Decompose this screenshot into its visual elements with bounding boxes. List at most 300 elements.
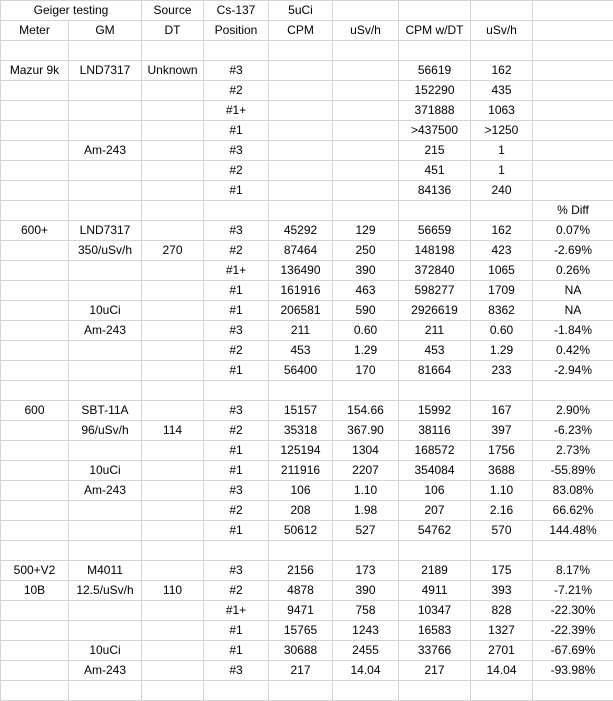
- cell-usvh-dt[interactable]: 1.10: [471, 481, 533, 501]
- cell[interactable]: [471, 1, 533, 21]
- cell-cpm[interactable]: [269, 121, 333, 141]
- cell-dt[interactable]: [142, 341, 204, 361]
- cell-usvh-dt[interactable]: [471, 681, 533, 701]
- cell-gm[interactable]: Am-243: [69, 321, 142, 341]
- cell-usvh-dt[interactable]: >1250: [471, 121, 533, 141]
- cell-cpm-dt[interactable]: [399, 381, 471, 401]
- cell-cpm-dt[interactable]: 10347: [399, 601, 471, 621]
- cell-position[interactable]: #1: [204, 461, 269, 481]
- cell-cpm-dt[interactable]: 38116: [399, 421, 471, 441]
- cell-usvh-dt[interactable]: 175: [471, 561, 533, 581]
- cell-position[interactable]: #2: [204, 341, 269, 361]
- cell-cpm-dt[interactable]: 453: [399, 341, 471, 361]
- cell-gm[interactable]: [69, 281, 142, 301]
- cell-cpm[interactable]: [269, 681, 333, 701]
- cell-usvh-dt[interactable]: 2701: [471, 641, 533, 661]
- cell-position[interactable]: #3: [204, 221, 269, 241]
- cell-meter[interactable]: Mazur 9k: [1, 61, 69, 81]
- cell-usvh[interactable]: 758: [333, 601, 399, 621]
- cell-gm[interactable]: 10uCi: [69, 461, 142, 481]
- cell-position[interactable]: [204, 41, 269, 61]
- cell-cpm-dt[interactable]: 215: [399, 141, 471, 161]
- cell-usvh[interactable]: 2455: [333, 641, 399, 661]
- cell-usvh[interactable]: 0.60: [333, 321, 399, 341]
- cell-position[interactable]: #1: [204, 121, 269, 141]
- cell-diff[interactable]: [533, 181, 613, 201]
- cell-cpm-dt[interactable]: 16583: [399, 621, 471, 641]
- cell-dt[interactable]: [142, 441, 204, 461]
- cell-cpm[interactable]: 211916: [269, 461, 333, 481]
- cell-gm[interactable]: 96/uSv/h: [69, 421, 142, 441]
- cell-cpm-dt[interactable]: [399, 541, 471, 561]
- cell-cpm[interactable]: 125194: [269, 441, 333, 461]
- cell-cpm[interactable]: 2156: [269, 561, 333, 581]
- cell-cpm[interactable]: 30688: [269, 641, 333, 661]
- cell-meter[interactable]: 500+V2: [1, 561, 69, 581]
- cell-usvh-dt[interactable]: 8362: [471, 301, 533, 321]
- cell-position[interactable]: #1: [204, 441, 269, 461]
- cell-gm[interactable]: [69, 181, 142, 201]
- cell-gm[interactable]: [69, 81, 142, 101]
- cell-cpm-dt[interactable]: 217: [399, 661, 471, 681]
- cell-gm[interactable]: [69, 201, 142, 221]
- cell-cpm-dt[interactable]: [399, 201, 471, 221]
- cell-cpm-dt[interactable]: 152290: [399, 81, 471, 101]
- cell-cpm[interactable]: 87464: [269, 241, 333, 261]
- cell-gm[interactable]: [69, 601, 142, 621]
- cell-usvh-dt[interactable]: 14.04: [471, 661, 533, 681]
- cell-usvh[interactable]: 154.66: [333, 401, 399, 421]
- cell-usvh[interactable]: 173: [333, 561, 399, 581]
- cell-usvh[interactable]: 1.29: [333, 341, 399, 361]
- cell-meter[interactable]: [1, 321, 69, 341]
- cell-usvh-dt[interactable]: 1063: [471, 101, 533, 121]
- cell-cpm-dt[interactable]: [399, 681, 471, 701]
- cell-usvh-dt[interactable]: 393: [471, 581, 533, 601]
- cell-dt[interactable]: [142, 401, 204, 421]
- cell-meter[interactable]: [1, 141, 69, 161]
- cell-diff[interactable]: 2.73%: [533, 441, 613, 461]
- cell-dt[interactable]: [142, 561, 204, 581]
- cell-usvh[interactable]: [333, 81, 399, 101]
- cell-gm[interactable]: 10uCi: [69, 641, 142, 661]
- cell-diff[interactable]: -6.23%: [533, 421, 613, 441]
- cell-cpm[interactable]: 453: [269, 341, 333, 361]
- cell-diff[interactable]: [533, 141, 613, 161]
- cell-cpm-dt[interactable]: 354084: [399, 461, 471, 481]
- cell-position[interactable]: #1: [204, 301, 269, 321]
- cell-usvh[interactable]: [333, 381, 399, 401]
- header-gm[interactable]: GM: [69, 21, 142, 41]
- cell-usvh-dt[interactable]: 2.16: [471, 501, 533, 521]
- cell-diff[interactable]: [533, 121, 613, 141]
- cell-meter[interactable]: [1, 81, 69, 101]
- header-dt[interactable]: DT: [142, 21, 204, 41]
- cell-cpm[interactable]: [269, 81, 333, 101]
- cell-usvh[interactable]: 1243: [333, 621, 399, 641]
- cell-usvh[interactable]: 463: [333, 281, 399, 301]
- cell-gm[interactable]: SBT-11A: [69, 401, 142, 421]
- cell-position[interactable]: #3: [204, 321, 269, 341]
- cell-diff[interactable]: 0.42%: [533, 341, 613, 361]
- cell-cpm-dt[interactable]: [399, 41, 471, 61]
- cell-position[interactable]: #1: [204, 361, 269, 381]
- cell-diff[interactable]: % Diff: [533, 201, 613, 221]
- cell-diff[interactable]: -7.21%: [533, 581, 613, 601]
- cell-meter[interactable]: [1, 41, 69, 61]
- cell-position[interactable]: #1+: [204, 101, 269, 121]
- cell-cpm[interactable]: [269, 61, 333, 81]
- cell-cpm[interactable]: 106: [269, 481, 333, 501]
- header-diff[interactable]: [533, 21, 613, 41]
- cell-meter[interactable]: [1, 661, 69, 681]
- cell-meter[interactable]: [1, 101, 69, 121]
- cell-gm[interactable]: [69, 161, 142, 181]
- cell-usvh[interactable]: [333, 121, 399, 141]
- cell-meter[interactable]: [1, 621, 69, 641]
- cell-diff[interactable]: [533, 681, 613, 701]
- cell-position[interactable]: #2: [204, 241, 269, 261]
- cell-usvh-dt[interactable]: 233: [471, 361, 533, 381]
- cell-gm[interactable]: [69, 501, 142, 521]
- cell-gm[interactable]: [69, 341, 142, 361]
- cell-position[interactable]: [204, 681, 269, 701]
- cell-diff[interactable]: [533, 381, 613, 401]
- cell-usvh-dt[interactable]: 240: [471, 181, 533, 201]
- cell-cpm-dt[interactable]: 56619: [399, 61, 471, 81]
- cell-cpm-dt[interactable]: 33766: [399, 641, 471, 661]
- source-isotope[interactable]: Cs-137: [204, 1, 269, 21]
- cell-cpm-dt[interactable]: >437500: [399, 121, 471, 141]
- cell-position[interactable]: #1: [204, 641, 269, 661]
- cell-diff[interactable]: -2.69%: [533, 241, 613, 261]
- cell-meter[interactable]: [1, 241, 69, 261]
- cell-diff[interactable]: -55.89%: [533, 461, 613, 481]
- cell-meter[interactable]: 10B: [1, 581, 69, 601]
- cell-meter[interactable]: [1, 181, 69, 201]
- cell-gm[interactable]: 12.5/uSv/h: [69, 581, 142, 601]
- cell-cpm[interactable]: [269, 541, 333, 561]
- cell-cpm-dt[interactable]: 371888: [399, 101, 471, 121]
- cell-meter[interactable]: [1, 381, 69, 401]
- cell-cpm[interactable]: 208: [269, 501, 333, 521]
- cell-usvh[interactable]: [333, 201, 399, 221]
- cell-position[interactable]: #1+: [204, 261, 269, 281]
- cell-position[interactable]: #1+: [204, 601, 269, 621]
- header-cpm-dt[interactable]: CPM w/DT: [399, 21, 471, 41]
- cell-cpm-dt[interactable]: 148198: [399, 241, 471, 261]
- cell-diff[interactable]: 0.26%: [533, 261, 613, 281]
- cell-meter[interactable]: 600: [1, 401, 69, 421]
- cell-cpm[interactable]: 217: [269, 661, 333, 681]
- cell-cpm[interactable]: 45292: [269, 221, 333, 241]
- cell-cpm[interactable]: 35318: [269, 421, 333, 441]
- cell-gm[interactable]: [69, 441, 142, 461]
- cell-meter[interactable]: [1, 601, 69, 621]
- cell-usvh[interactable]: [333, 181, 399, 201]
- cell-diff[interactable]: 83.08%: [533, 481, 613, 501]
- cell-diff[interactable]: [533, 101, 613, 121]
- cell-dt[interactable]: [142, 141, 204, 161]
- cell[interactable]: [333, 1, 399, 21]
- cell-diff[interactable]: [533, 541, 613, 561]
- cell-usvh-dt[interactable]: 1: [471, 141, 533, 161]
- cell-usvh-dt[interactable]: [471, 201, 533, 221]
- cell-cpm-dt[interactable]: 84136: [399, 181, 471, 201]
- cell-cpm-dt[interactable]: 598277: [399, 281, 471, 301]
- cell-usvh[interactable]: 1304: [333, 441, 399, 461]
- cell-cpm-dt[interactable]: 106: [399, 481, 471, 501]
- cell-diff[interactable]: -22.39%: [533, 621, 613, 641]
- cell-dt[interactable]: [142, 541, 204, 561]
- cell-meter[interactable]: 600+: [1, 221, 69, 241]
- cell-gm[interactable]: 350/uSv/h: [69, 241, 142, 261]
- cell-cpm-dt[interactable]: 4911: [399, 581, 471, 601]
- cell-meter[interactable]: [1, 301, 69, 321]
- cell-dt[interactable]: 114: [142, 421, 204, 441]
- cell-dt[interactable]: [142, 461, 204, 481]
- cell-diff[interactable]: 66.62%: [533, 501, 613, 521]
- cell-cpm[interactable]: 4878: [269, 581, 333, 601]
- cell-position[interactable]: #3: [204, 61, 269, 81]
- cell-gm[interactable]: [69, 261, 142, 281]
- cell-position[interactable]: #2: [204, 581, 269, 601]
- cell-dt[interactable]: [142, 621, 204, 641]
- cell-usvh-dt[interactable]: [471, 541, 533, 561]
- cell-meter[interactable]: [1, 461, 69, 481]
- cell-cpm-dt[interactable]: 54762: [399, 521, 471, 541]
- cell-cpm-dt[interactable]: 81664: [399, 361, 471, 381]
- cell-dt[interactable]: [142, 661, 204, 681]
- cell-diff[interactable]: [533, 41, 613, 61]
- cell-cpm[interactable]: 56400: [269, 361, 333, 381]
- cell-cpm-dt[interactable]: 211: [399, 321, 471, 341]
- cell-usvh-dt[interactable]: 1.29: [471, 341, 533, 361]
- cell-cpm[interactable]: [269, 141, 333, 161]
- cell-dt[interactable]: [142, 41, 204, 61]
- cell-position[interactable]: #1: [204, 521, 269, 541]
- cell-usvh-dt[interactable]: 0.60: [471, 321, 533, 341]
- cell-dt[interactable]: [142, 521, 204, 541]
- cell-dt[interactable]: [142, 601, 204, 621]
- cell-cpm[interactable]: 211: [269, 321, 333, 341]
- cell[interactable]: [399, 1, 471, 21]
- cell-position[interactable]: #1: [204, 281, 269, 301]
- cell-usvh[interactable]: [333, 141, 399, 161]
- cell-dt[interactable]: [142, 361, 204, 381]
- cell-cpm-dt[interactable]: 451: [399, 161, 471, 181]
- cell-usvh-dt[interactable]: 1756: [471, 441, 533, 461]
- cell-meter[interactable]: [1, 441, 69, 461]
- cell-usvh[interactable]: [333, 161, 399, 181]
- cell-usvh-dt[interactable]: 1: [471, 161, 533, 181]
- cell-gm[interactable]: [69, 361, 142, 381]
- cell-position[interactable]: [204, 381, 269, 401]
- header-usvh-dt[interactable]: uSv/h: [471, 21, 533, 41]
- cell-gm[interactable]: [69, 521, 142, 541]
- cell-meter[interactable]: [1, 641, 69, 661]
- cell-meter[interactable]: [1, 261, 69, 281]
- cell-usvh-dt[interactable]: 435: [471, 81, 533, 101]
- header-meter[interactable]: Meter: [1, 21, 69, 41]
- cell-cpm[interactable]: 136490: [269, 261, 333, 281]
- cell-usvh[interactable]: 590: [333, 301, 399, 321]
- cell-meter[interactable]: [1, 201, 69, 221]
- cell-diff[interactable]: [533, 81, 613, 101]
- cell-position[interactable]: #2: [204, 81, 269, 101]
- cell-cpm-dt[interactable]: 207: [399, 501, 471, 521]
- cell-cpm-dt[interactable]: 2926619: [399, 301, 471, 321]
- cell-usvh-dt[interactable]: 1065: [471, 261, 533, 281]
- cell-usvh[interactable]: 390: [333, 581, 399, 601]
- cell-dt[interactable]: [142, 381, 204, 401]
- header-position[interactable]: Position: [204, 21, 269, 41]
- cell-meter[interactable]: [1, 481, 69, 501]
- cell-gm[interactable]: [69, 41, 142, 61]
- cell-dt[interactable]: [142, 681, 204, 701]
- cell-dt[interactable]: [142, 121, 204, 141]
- cell-meter[interactable]: [1, 421, 69, 441]
- cell-diff[interactable]: 8.17%: [533, 561, 613, 581]
- cell-gm[interactable]: [69, 541, 142, 561]
- cell-cpm[interactable]: [269, 181, 333, 201]
- cell-meter[interactable]: [1, 521, 69, 541]
- cell-usvh-dt[interactable]: 423: [471, 241, 533, 261]
- cell-usvh-dt[interactable]: 162: [471, 221, 533, 241]
- cell-dt[interactable]: Unknown: [142, 61, 204, 81]
- cell-usvh[interactable]: [333, 41, 399, 61]
- cell-usvh-dt[interactable]: 397: [471, 421, 533, 441]
- cell-usvh[interactable]: 250: [333, 241, 399, 261]
- cell-gm[interactable]: [69, 121, 142, 141]
- cell-gm[interactable]: [69, 101, 142, 121]
- cell-cpm[interactable]: [269, 41, 333, 61]
- cell-usvh-dt[interactable]: 828: [471, 601, 533, 621]
- cell-usvh[interactable]: [333, 541, 399, 561]
- cell-position[interactable]: #3: [204, 661, 269, 681]
- cell-position[interactable]: #1: [204, 621, 269, 641]
- header-cpm[interactable]: CPM: [269, 21, 333, 41]
- cell-cpm-dt[interactable]: 372840: [399, 261, 471, 281]
- cell-dt[interactable]: [142, 221, 204, 241]
- cell-diff[interactable]: -1.84%: [533, 321, 613, 341]
- cell-position[interactable]: #2: [204, 421, 269, 441]
- cell-usvh-dt[interactable]: 1327: [471, 621, 533, 641]
- cell-meter[interactable]: [1, 121, 69, 141]
- cell-cpm-dt[interactable]: 56659: [399, 221, 471, 241]
- cell-meter[interactable]: [1, 361, 69, 381]
- cell-position[interactable]: [204, 201, 269, 221]
- cell-dt[interactable]: [142, 641, 204, 661]
- cell-gm[interactable]: [69, 681, 142, 701]
- cell-gm[interactable]: 10uCi: [69, 301, 142, 321]
- cell-diff[interactable]: [533, 61, 613, 81]
- cell-meter[interactable]: [1, 281, 69, 301]
- cell-diff[interactable]: [533, 161, 613, 181]
- cell-usvh[interactable]: [333, 101, 399, 121]
- cell-dt[interactable]: [142, 201, 204, 221]
- cell-cpm[interactable]: [269, 381, 333, 401]
- cell-cpm[interactable]: 9471: [269, 601, 333, 621]
- cell-gm[interactable]: Am-243: [69, 481, 142, 501]
- cell-dt[interactable]: [142, 81, 204, 101]
- cell-usvh[interactable]: 170: [333, 361, 399, 381]
- cell-position[interactable]: [204, 541, 269, 561]
- cell[interactable]: [533, 1, 613, 21]
- cell-dt[interactable]: [142, 481, 204, 501]
- cell-dt[interactable]: 110: [142, 581, 204, 601]
- cell-position[interactable]: #2: [204, 501, 269, 521]
- cell-usvh-dt[interactable]: 162: [471, 61, 533, 81]
- cell-usvh[interactable]: 367.90: [333, 421, 399, 441]
- cell-diff[interactable]: 2.90%: [533, 401, 613, 421]
- cell-position[interactable]: #3: [204, 561, 269, 581]
- cell-cpm[interactable]: 15765: [269, 621, 333, 641]
- cell-cpm[interactable]: [269, 201, 333, 221]
- cell-usvh[interactable]: [333, 681, 399, 701]
- cell-meter[interactable]: [1, 161, 69, 181]
- cell-usvh-dt[interactable]: [471, 381, 533, 401]
- cell-dt[interactable]: [142, 501, 204, 521]
- cell-gm[interactable]: LND7317: [69, 61, 142, 81]
- cell-usvh[interactable]: [333, 61, 399, 81]
- cell-usvh[interactable]: 1.10: [333, 481, 399, 501]
- cell-gm[interactable]: [69, 381, 142, 401]
- cell-diff[interactable]: NA: [533, 281, 613, 301]
- cell-cpm[interactable]: 50612: [269, 521, 333, 541]
- cell-cpm-dt[interactable]: 15992: [399, 401, 471, 421]
- cell-gm[interactable]: Am-243: [69, 141, 142, 161]
- cell-meter[interactable]: [1, 341, 69, 361]
- cell-cpm[interactable]: 161916: [269, 281, 333, 301]
- cell-usvh[interactable]: 2207: [333, 461, 399, 481]
- cell-gm[interactable]: [69, 621, 142, 641]
- cell-diff[interactable]: -2.94%: [533, 361, 613, 381]
- cell-cpm[interactable]: 206581: [269, 301, 333, 321]
- cell-usvh[interactable]: 527: [333, 521, 399, 541]
- sheet-title[interactable]: Geiger testing: [1, 1, 142, 21]
- header-usvh[interactable]: uSv/h: [333, 21, 399, 41]
- cell-meter[interactable]: [1, 681, 69, 701]
- cell-position[interactable]: #3: [204, 481, 269, 501]
- cell-usvh[interactable]: 129: [333, 221, 399, 241]
- cell-usvh-dt[interactable]: 3688: [471, 461, 533, 481]
- cell-position[interactable]: #3: [204, 401, 269, 421]
- cell-usvh-dt[interactable]: [471, 41, 533, 61]
- cell-usvh[interactable]: 14.04: [333, 661, 399, 681]
- cell-usvh-dt[interactable]: 167: [471, 401, 533, 421]
- cell-dt[interactable]: [142, 281, 204, 301]
- cell-usvh[interactable]: 390: [333, 261, 399, 281]
- cell-cpm[interactable]: [269, 101, 333, 121]
- cell-position[interactable]: #3: [204, 141, 269, 161]
- cell-dt[interactable]: [142, 321, 204, 341]
- cell-dt[interactable]: 270: [142, 241, 204, 261]
- cell-usvh-dt[interactable]: 1709: [471, 281, 533, 301]
- cell-dt[interactable]: [142, 301, 204, 321]
- cell-meter[interactable]: [1, 541, 69, 561]
- cell-cpm-dt[interactable]: 2189: [399, 561, 471, 581]
- cell-gm[interactable]: LND7317: [69, 221, 142, 241]
- cell-diff[interactable]: -93.98%: [533, 661, 613, 681]
- cell-dt[interactable]: [142, 261, 204, 281]
- cell-usvh[interactable]: 1.98: [333, 501, 399, 521]
- source-label[interactable]: Source: [142, 1, 204, 21]
- cell-cpm[interactable]: [269, 161, 333, 181]
- cell-position[interactable]: #1: [204, 181, 269, 201]
- cell-diff[interactable]: -22.30%: [533, 601, 613, 621]
- cell-diff[interactable]: NA: [533, 301, 613, 321]
